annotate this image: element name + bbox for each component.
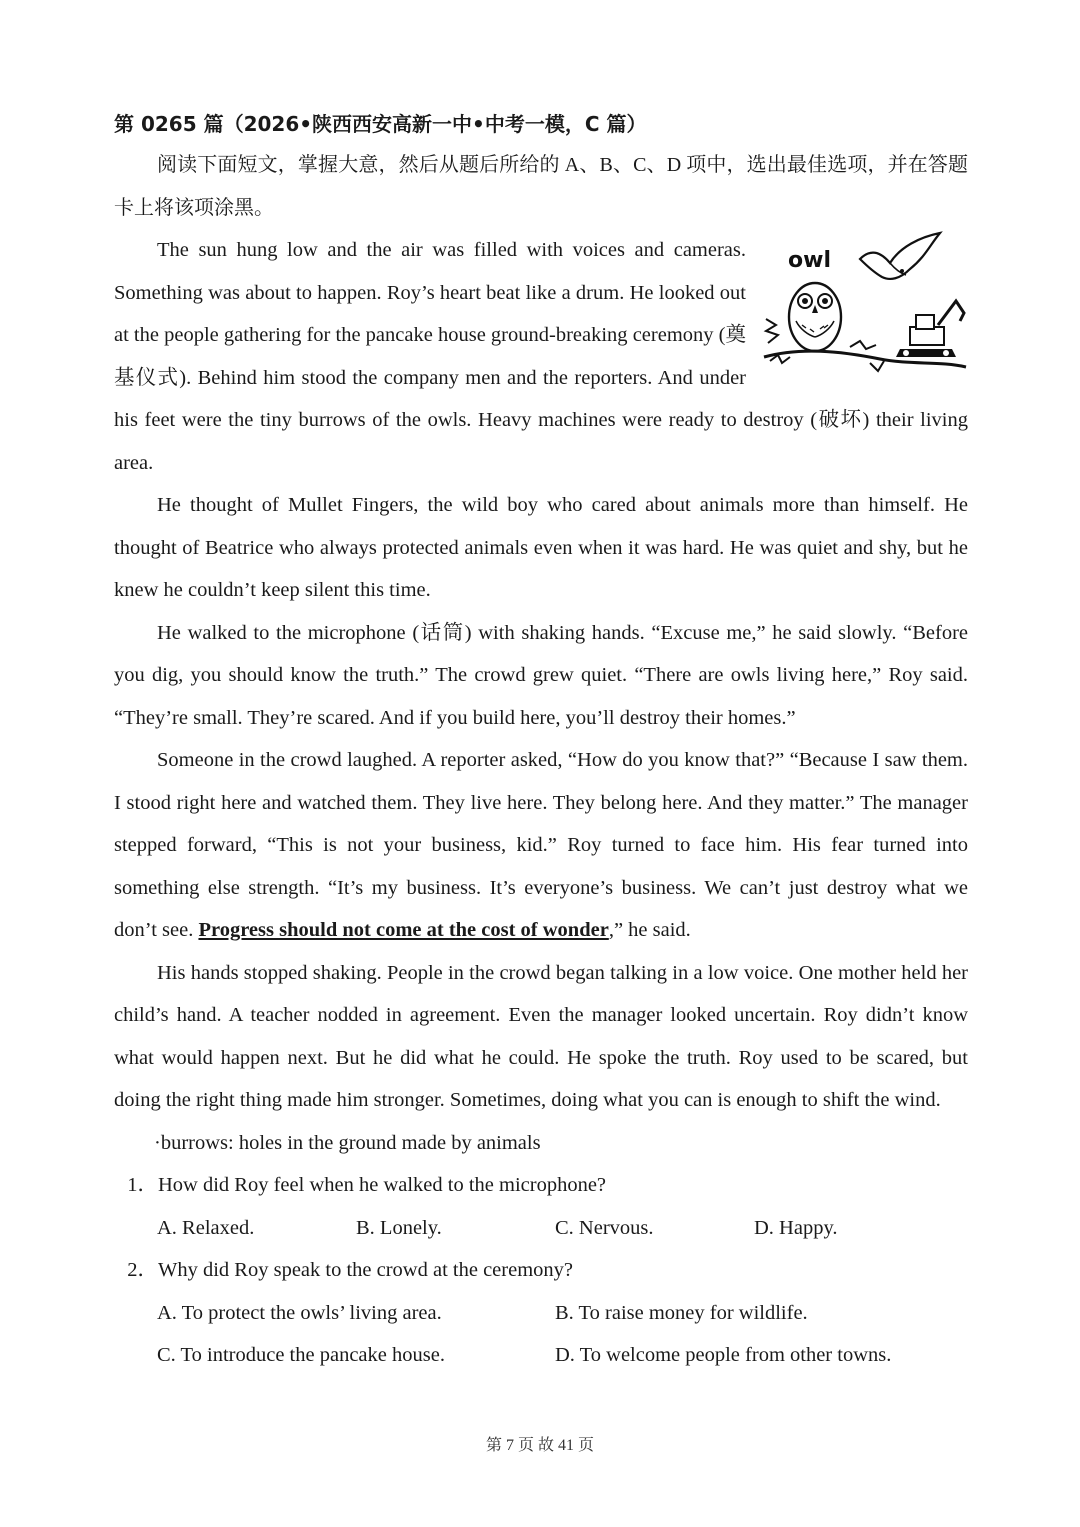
- paragraph-4: [114, 739, 968, 952]
- option-a[interactable]: A. Relaxed.: [157, 1216, 255, 1239]
- option-c[interactable]: C. To introduce the pancake house.: [157, 1344, 445, 1366]
- paragraph-3: He walked to the microphone (话筒) with shaking hands. “Excuse me,” he said slowly. “Before you dig, you should know the truth.” The crowd grew quiet. “There are owls living here,” Roy said. “They’re small. They’re scared. And if you build here, you’ll destroy their homes.”: [114, 621, 968, 729]
- question-1-options: [114, 1207, 968, 1250]
- exam-page: [114, 104, 968, 1377]
- paragraph-4-text: Someone in the crowd laughed. A reporter asked, “How do you know that?” “Because I saw them. I stood right here and watched them. They live here. They belong here. And they matter.” The manager stepped forward, “This is not your business, kid.” Roy turned to face him. His fear turned into something else strength. “It’s my business. It’s everyone’s business. We can’t just destroy what we don’t see.: [114, 749, 968, 941]
- option-a[interactable]: A. To protect the owls’ living area.: [157, 1301, 442, 1324]
- owl-drawing-icon: [760, 229, 968, 379]
- paragraph-4-end: ,” he said.: [608, 919, 691, 941]
- question-2: [114, 1249, 968, 1292]
- page-footer: 第 7 页 故 41 页: [485, 1437, 594, 1454]
- paragraph-1: The sun hung low and the air was filled with voices and cameras. Something was about to happen. Roy’s heart beat like a drum. He looked out at the people gathering for the pancake house ground-breaking ceremony (奠基仪式). Behind him stood the company men and the reporters. And under his feet were the tiny burrows of the owls. Heavy machines were ready to destroy (破坏) their living area.: [114, 239, 968, 474]
- question-text: Why did Roy speak to the crowd at the ceremony?: [158, 1259, 573, 1281]
- option-d[interactable]: D. To welcome people from other towns.: [555, 1344, 892, 1366]
- owl-label: owl: [788, 248, 831, 273]
- option-c[interactable]: C. Nervous.: [555, 1216, 654, 1239]
- option-b[interactable]: B. Lonely.: [356, 1216, 442, 1239]
- option-b[interactable]: B. To raise money for wildlife.: [555, 1301, 808, 1324]
- question-number: 2．: [127, 1259, 158, 1281]
- underlined-sentence: Progress should not come at the cost of wonder: [198, 919, 609, 941]
- question-2-options-row-1: [114, 1292, 968, 1335]
- owl-illustration: [760, 229, 968, 379]
- question-2-options-row-2: [114, 1334, 968, 1377]
- paragraph-5: His hands stopped shaking. People in the crowd began talking in a low voice. One mother held her child’s hand. A teacher nodded in agreement. Even the manager looked uncertain. Roy didn’t know what would happen next. But he did what he could. He spoke the truth. Roy used to be scared, but doing the right thing made him stronger. Sometimes, doing what you can is enough to shift the wind.: [114, 961, 968, 1111]
- question-number: 1．: [127, 1174, 158, 1196]
- instructions: 阅读下面短文，掌握大意，然后从题后所给的 A、B、C、D 项中，选出最佳选项，并在答题卡上将该项涂黑。: [114, 154, 968, 219]
- vocab-note: ·burrows: holes in the ground made by animals: [154, 1131, 541, 1154]
- question-text: How did Roy feel when he walked to the microphone?: [158, 1174, 607, 1196]
- question-1: [114, 1164, 968, 1207]
- passage-title: 第 0265 篇（2026•陕西西安高新一中•中考一模，C 篇）: [114, 112, 647, 136]
- paragraph-2: He thought of Mullet Fingers, the wild boy who cared about animals more than himself. He thought of Beatrice who always protected animals even when it was hard. He was quiet and shy, but he knew he couldn’t keep silent this time.: [114, 494, 968, 601]
- option-d[interactable]: D. Happy.: [754, 1216, 838, 1239]
